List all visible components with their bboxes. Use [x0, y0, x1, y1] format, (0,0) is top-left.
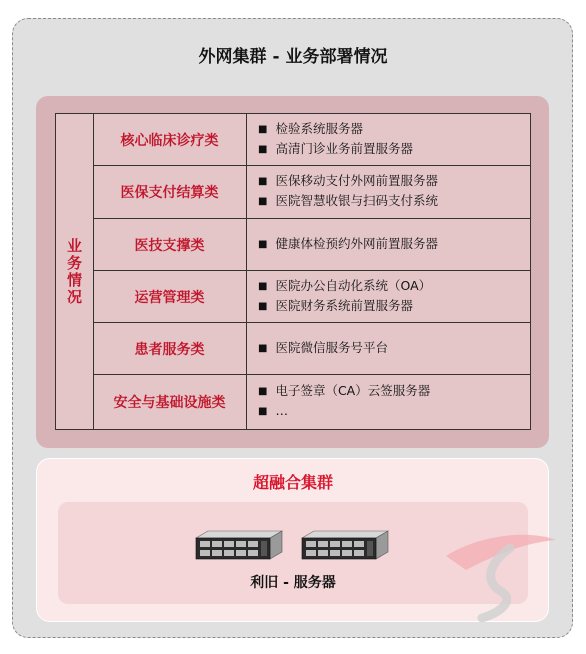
- business-table: [55, 113, 531, 430]
- item-list: [258, 219, 526, 270]
- table-row: [93, 114, 530, 166]
- item-list: [258, 375, 526, 429]
- list-item: ■ 医保移动支付外网前置服务器: [258, 172, 526, 192]
- category-label: 医技支撑类: [93, 219, 247, 270]
- table-row: [93, 219, 530, 271]
- list-item: ■ 医院办公自动化系统（OA）: [258, 277, 526, 297]
- list-item: ■ …: [258, 402, 526, 422]
- category-label: 核心临床诊疗类: [93, 114, 247, 165]
- server-icon: [192, 530, 284, 560]
- list-item: ■ 高清门诊业务前置服务器: [258, 140, 526, 160]
- list-item: ■ 电子签章（CA）云签服务器: [258, 382, 526, 402]
- server-label: 利旧 - 服务器: [250, 575, 336, 591]
- item-list: [258, 114, 526, 165]
- item-list: [258, 323, 526, 374]
- watermark-logo-icon: [440, 512, 560, 622]
- page-title: 外网集群 - 业务部署情况: [198, 47, 388, 67]
- category-label: 患者服务类: [93, 323, 247, 374]
- list-item: ■ 医院财务系统前置服务器: [258, 297, 526, 317]
- list-item: ■ 检验系统服务器: [258, 120, 526, 140]
- side-label: [56, 114, 94, 429]
- table-row: [93, 271, 530, 323]
- table-row: [93, 166, 530, 219]
- category-label: 安全与基础设施类: [93, 375, 247, 429]
- list-item: ■ 健康体检预约外网前置服务器: [258, 235, 526, 255]
- item-list: [258, 271, 526, 322]
- list-item: ■ 医院智慧收银与扫码支付系统: [258, 192, 526, 212]
- server-icon: [298, 530, 390, 560]
- table-row: [93, 375, 530, 429]
- list-item: ■ 医院微信服务号平台: [258, 339, 526, 359]
- category-label: 运营管理类: [93, 271, 247, 322]
- category-label: 医保支付结算类: [93, 166, 247, 218]
- item-list: [258, 166, 526, 218]
- cluster-title: 超融合集群: [252, 473, 333, 492]
- side-label-text: 业务情况: [65, 237, 83, 306]
- table-row: [93, 323, 530, 375]
